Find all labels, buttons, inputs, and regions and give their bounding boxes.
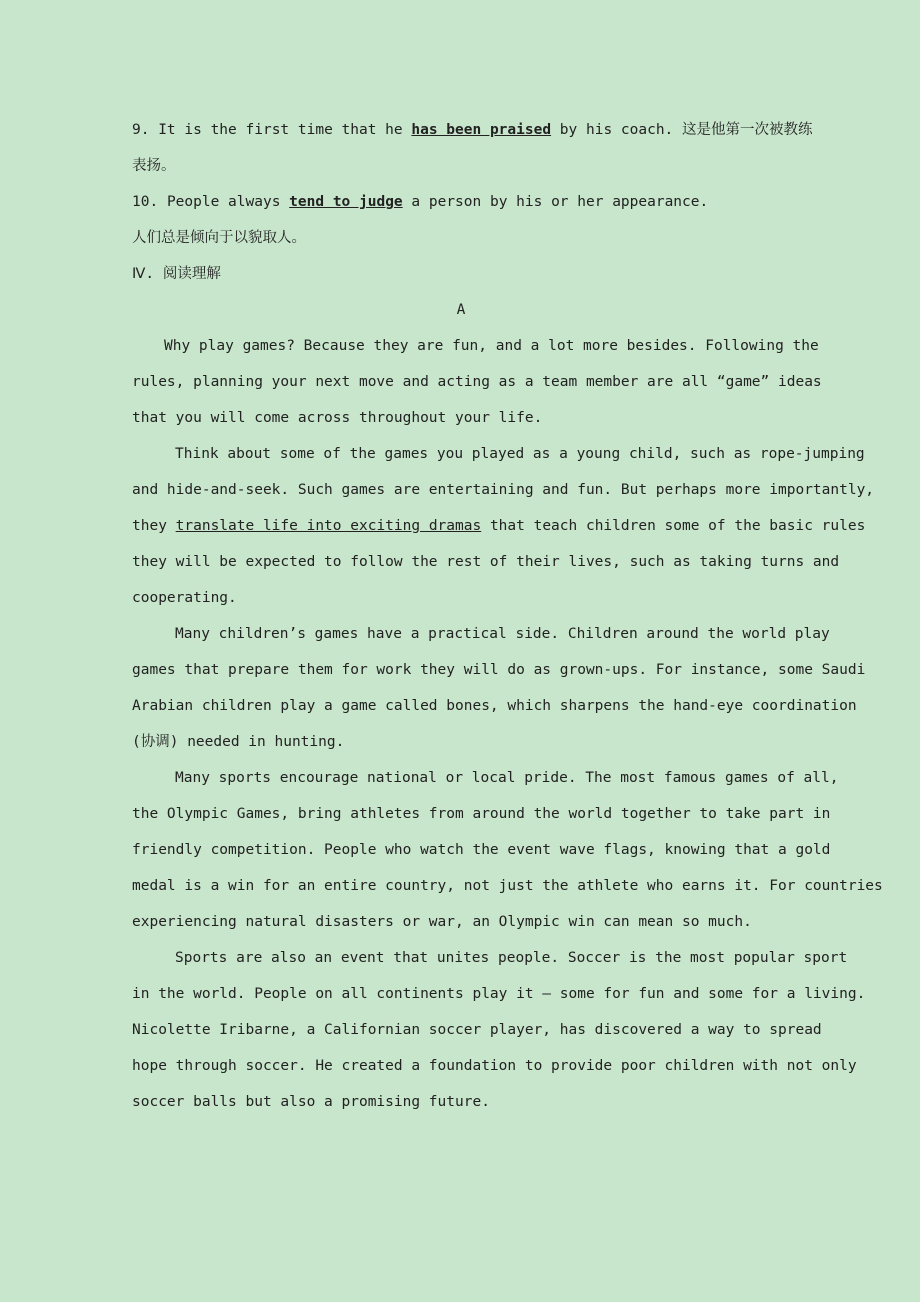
- paragraph-line: in the world. People on all continents play it — some for fun and some for a living.: [132, 986, 866, 1002]
- exercise-9-line-2: 表扬。: [132, 158, 176, 174]
- paragraph-3: [132, 616, 866, 760]
- paragraph-line: Many sports encourage national or local pride. The most famous games of all,: [175, 770, 839, 786]
- passage-label: A: [456, 302, 466, 318]
- exercise-9-text-after: by his coach. 这是他第一次被教练: [559, 122, 813, 138]
- paragraph-line: Nicolette Iribarne, a Californian soccer player, has discovered a way to spread: [132, 1022, 822, 1038]
- paragraph-line: (协调) needed in hunting.: [132, 734, 345, 750]
- paragraph-2-before: they: [132, 518, 167, 534]
- exercise-9-answer: has been praised: [411, 122, 552, 138]
- exercise-10-answer: tend to judge: [289, 194, 403, 210]
- exercise-9-line-1: [132, 112, 813, 148]
- document-page: [132, 112, 883, 1120]
- paragraph-line: they will be expected to follow the rest of their lives, such as taking turns and: [132, 554, 840, 570]
- paragraph-line: cooperating.: [132, 590, 237, 606]
- paragraph-line: Many children’s games have a practical side. Children around the world play: [175, 626, 830, 642]
- paragraph-line: rules, planning your next move and acting as a team member are all “game” ideas: [132, 374, 822, 390]
- paragraph-line: games that prepare them for work they will do as grown-ups. For instance, some Saudi: [132, 662, 866, 678]
- exercise-10-translation: 人们总是倾向于以貌取人。: [132, 230, 306, 246]
- exercise-10-text-after: a person by his or her appearance.: [411, 194, 709, 210]
- paragraph-line: and hide-and-seek. Such games are entertaining and fun. But perhaps more importantly,: [132, 482, 875, 498]
- exercise-9-number: 9.: [132, 122, 150, 138]
- section-heading: Ⅳ. 阅读理解: [132, 266, 221, 282]
- paragraph-line: friendly competition. People who watch the event wave flags, knowing that a gold: [132, 842, 831, 858]
- paragraph-line: soccer balls but also a promising future.: [132, 1094, 490, 1110]
- paragraph-line: Why play games? Because they are fun, and a lot more besides. Following the: [164, 338, 819, 354]
- paragraph-4: [132, 760, 883, 940]
- paragraph-2: [132, 436, 875, 616]
- paragraph-line: Arabian children play a game called bones, which sharpens the hand-eye coordination: [132, 698, 857, 714]
- exercise-10-number: 10.: [132, 194, 159, 210]
- paragraph-2-after: that teach children some of the basic rules: [489, 518, 866, 534]
- paragraph-5: [132, 940, 866, 1120]
- exercise-10-text-before: People always: [166, 194, 281, 210]
- exercise-9-text-before: It is the first time that he: [158, 122, 403, 138]
- paragraph-line: Think about some of the games you played as a young child, such as rope-jumping: [175, 446, 865, 462]
- paragraph-line: the Olympic Games, bring athletes from around the world together to take part in: [132, 806, 831, 822]
- underlined-phrase: translate life into exciting dramas: [175, 518, 482, 534]
- paragraph-line: Sports are also an event that unites people. Soccer is the most popular sport: [175, 950, 848, 966]
- paragraph-1: [132, 328, 822, 436]
- paragraph-line: that you will come across throughout your life.: [132, 410, 543, 426]
- paragraph-line: medal is a win for an entire country, not just the athlete who earns it. For countries: [132, 878, 883, 894]
- paragraph-line: experiencing natural disasters or war, an Olympic win can mean so much.: [132, 914, 752, 930]
- paragraph-line: [132, 508, 866, 544]
- exercise-10-line-1: [132, 184, 790, 220]
- paragraph-line: hope through soccer. He created a foundation to provide poor children with not only: [132, 1058, 857, 1074]
